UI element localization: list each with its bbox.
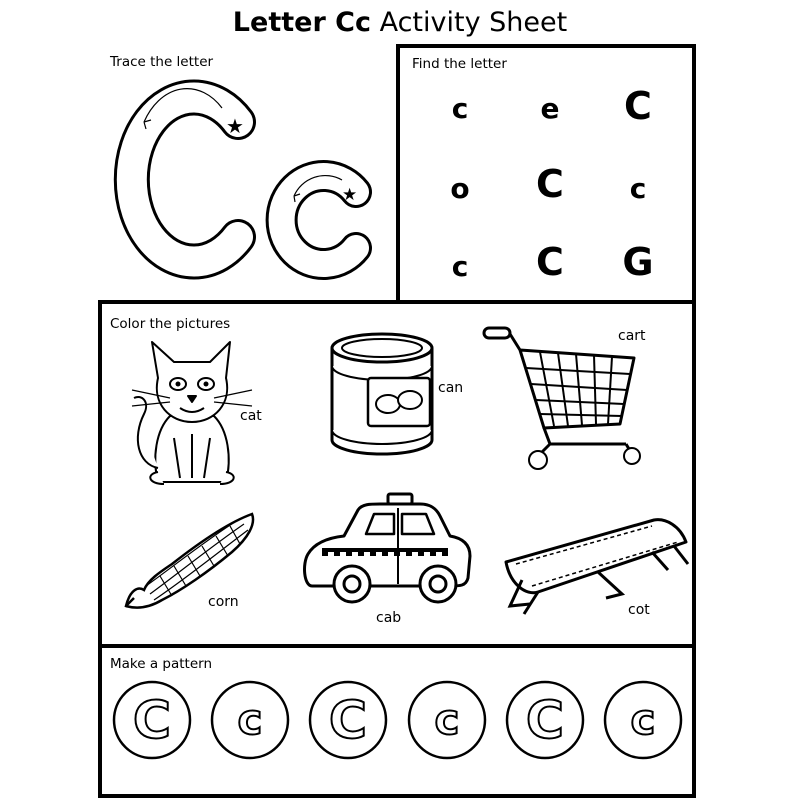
corn-icon[interactable] [120,510,260,614]
corn-label: corn [208,594,239,610]
pattern-letter: C [328,691,368,751]
find-section-label: Find the letter [412,56,507,72]
find-letter-5[interactable]: C [536,162,564,206]
find-letter-3[interactable]: C [624,84,652,128]
cab-icon[interactable] [300,488,472,612]
can-icon[interactable] [328,330,436,460]
title-bold: Letter Cc [232,7,371,38]
pattern-circle[interactable] [605,682,681,758]
title-light: Activity Sheet [379,7,568,38]
color-section-label: Color the pictures [110,316,231,332]
find-letter-7[interactable]: c [451,250,469,283]
cot-label: cot [628,602,650,618]
pattern-letter: C [525,691,565,751]
color-pictures-box [98,300,696,648]
pattern-letter: C [132,691,172,751]
find-letter-1[interactable]: c [451,92,469,125]
page-title [0,4,800,42]
cart-label: cart [618,328,646,344]
trace-lowercase-c [266,160,376,278]
cat-label: cat [240,408,262,424]
pattern-circle[interactable] [114,682,190,758]
trace-section-label: Trace the letter [110,54,214,70]
pattern-letter: c [237,695,263,744]
can-label: can [438,380,464,396]
pattern-circle[interactable] [409,682,485,758]
find-letter-8[interactable]: C [536,240,564,284]
pattern-circle[interactable] [507,682,583,758]
find-letter-box [396,44,696,306]
make-pattern-box [98,644,696,798]
find-letter-6[interactable]: c [629,172,647,205]
pattern-circle[interactable] [212,682,288,758]
start-star-icon: ★ [226,114,244,138]
pattern-letter: c [630,695,656,744]
cab-label: cab [376,610,402,626]
pattern-letter: c [434,695,460,744]
find-letter-2[interactable]: e [540,92,560,125]
cot-icon[interactable] [502,514,692,622]
pattern-section-label: Make a pattern [110,656,213,672]
cart-icon[interactable] [480,320,640,476]
start-star-icon: ★ [342,185,358,205]
pattern-circle[interactable] [310,682,386,758]
find-letter-4[interactable]: o [450,172,470,205]
find-letter-9[interactable]: G [622,240,654,284]
trace-uppercase-c [110,82,260,277]
